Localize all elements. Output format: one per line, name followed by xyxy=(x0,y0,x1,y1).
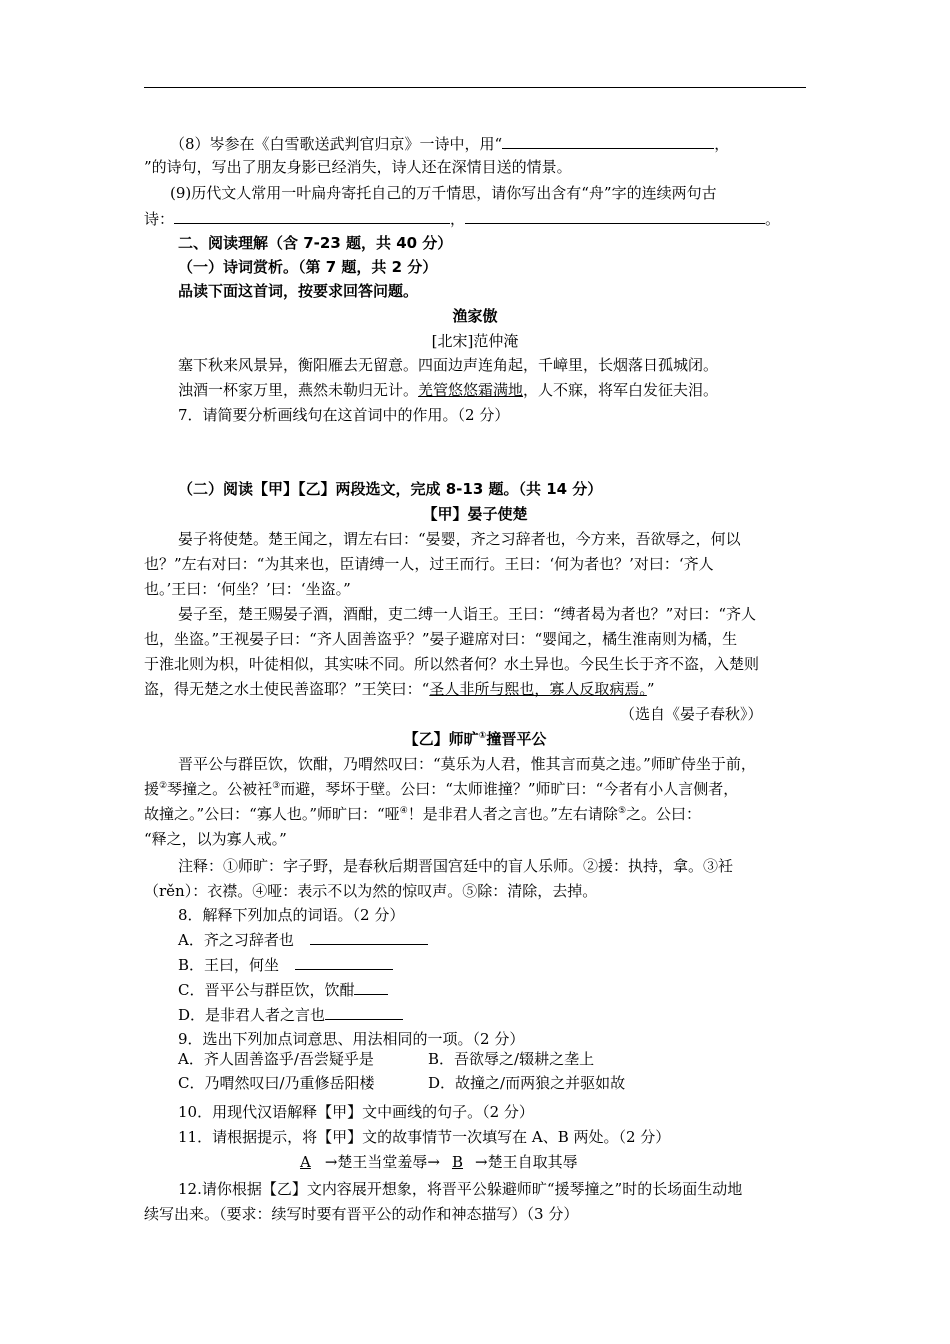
yi-line-1: 晋平公与群臣饮，饮酣，乃喟然叹曰：“莫乐为人君，惟其言而莫之违。”师旷侍坐于前， xyxy=(178,755,756,773)
q8-line2: ”的诗句，写出了朋友身影已经消失，诗人还在深情目送的情景。 xyxy=(144,158,572,176)
underlined-jia-sentence: 圣人非所与熙也，寡人反取病焉。 xyxy=(429,680,647,698)
jia-line-3: 也。’王曰：‘何坐？’曰：‘坐盗。” xyxy=(144,580,351,598)
question-12-line-2: 续写出来。（要求：续写时要有晋平公的动作和神态描写）（3 分） xyxy=(144,1205,579,1223)
q8a-answer-blank[interactable] xyxy=(310,929,428,945)
q9-answer-blank-2[interactable] xyxy=(465,208,765,224)
q9-option-a: A．齐人固善盗乎/吾尝疑乎是 xyxy=(178,1050,374,1068)
jia-line-1: 晏子将使楚。楚王闻之，谓左右曰：“晏婴，齐之习辞者也，今方来，吾欲辱之，何以 xyxy=(178,530,741,548)
yi-line-2: 援②琴撞之。公被衽③而避，琴坏于壁。公曰：“太师谁撞？”师旷曰：“今者有小人言侧者， xyxy=(144,780,739,798)
q8-answer-blank-1[interactable] xyxy=(502,133,714,149)
poem-line-2: 浊酒一杯家万里，燕然未勒归无计。羌管悠悠霜满地，人不寐，将军白发征夫泪。 xyxy=(178,381,719,399)
q11-blank-a[interactable]: A xyxy=(300,1153,311,1171)
q9-line1: (9)历代文人常用一叶扁舟寄托自己的万千情思，请你写出含有“舟”字的连续两句古 xyxy=(170,184,717,202)
notes-line-2: （rěn）：衣襟。④哑：表示不以为然的惊叹声。⑤除：清除，去掉。 xyxy=(144,882,598,900)
q8-option-d: D．是非君人者之言也 xyxy=(178,1004,403,1025)
q8d-answer-blank[interactable] xyxy=(325,1004,403,1020)
q11-blank-b[interactable]: B xyxy=(451,1153,464,1171)
jia-line-6: 于淮北则为枳，叶徒相似，其实味不同。所以然者何？水土异也。今民生长于齐不盗，入楚则 xyxy=(144,655,760,673)
jia-line-5: 也，坐盗。”王视晏子曰：“齐人固善盗乎？”晏子避席对曰：“婴闻之，橘生淮南则为橘，生 xyxy=(144,630,738,648)
poem-line-1: 塞下秋来风景异，衡阳雁去无留意。四面边声连角起，千嶂里，长烟落日孤城闭。 xyxy=(178,356,719,374)
yi-title: 【乙】师旷①撞晋平公 xyxy=(403,730,547,748)
q8-option-a: A．齐之习辞者也 xyxy=(178,929,428,950)
yi-line-4: “释之，以为寡人戒。” xyxy=(144,830,287,848)
section-2-heading: 二、阅读理解（含 7-23 题，共 40 分） xyxy=(178,234,453,252)
question-7: 7．请简要分析画线句在这首词中的作用。（2 分） xyxy=(178,406,510,424)
instruction: 品读下面这首词，按要求回答问题。 xyxy=(178,282,419,300)
section-2-2-heading: （二）阅读【甲】【乙】两段选文，完成 8-13 题。（共 14 分） xyxy=(178,480,603,498)
q9-option-c: C．乃喟然叹曰/乃重修岳阳楼 xyxy=(178,1074,375,1092)
jia-source: （选自《晏子春秋》） xyxy=(620,705,763,723)
q8-option-b: B．王曰，何坐 xyxy=(178,954,393,975)
jia-title: 【甲】晏子使楚 xyxy=(422,505,528,523)
section-2-1-heading: （一）诗词赏析。（第 7 题，共 2 分） xyxy=(178,258,438,276)
jia-line-2: 也？”左右对曰：“为其来也，臣请缚一人，过王而行。王曰：‘何为者也？’对曰：‘齐人 xyxy=(144,555,714,573)
q9-line2: 诗： ， 。 xyxy=(144,210,781,228)
q9-option-d: D．故撞之/而两狼之并驱如故 xyxy=(428,1074,626,1092)
q8-line1: （8）岑参在《白雪歌送武判官归京》一诗中，用“ ， xyxy=(170,135,730,153)
q8c-answer-blank[interactable] xyxy=(354,979,388,995)
q11-plot-flow: A →楚王当堂羞辱→ B →楚王自取其辱 xyxy=(286,1152,578,1172)
question-12-line-1: 12.请你根据【乙】文内容展开想象，将晋平公躲避师旷“援琴撞之”时的长场面生动地 xyxy=(178,1180,743,1198)
underlined-poem-line: 羌管悠悠霜满地 xyxy=(418,381,524,399)
question-8: 8．解释下列加点的词语。（2 分） xyxy=(178,906,405,924)
jia-line-4: 晏子至，楚王赐晏子酒，酒酣，吏二缚一人诣王。王曰：“缚者曷为者也？”对曰：“齐人 xyxy=(178,605,757,623)
question-11: 11．请根据提示，将【甲】文的故事情节一次填写在 A、B 两处。（2 分） xyxy=(178,1128,671,1146)
q9-answer-blank-1[interactable] xyxy=(174,208,450,224)
yi-line-3: 故撞之。”公曰：“寡人也。”师旷曰：“哑④！是非君人者之言也。”左右请除⑤之。公曰： xyxy=(144,805,702,823)
jia-line-7: 盗，得无楚之水土使民善盗耶？”王笑曰：“圣人非所与熙也，寡人反取病焉。” xyxy=(144,680,655,698)
q9-option-b: B．吾欲辱之/辍耕之垄上 xyxy=(428,1050,595,1068)
question-10: 10．用现代汉语解释【甲】文中画线的句子。（2 分） xyxy=(178,1103,534,1121)
poem-title: 渔家傲 xyxy=(452,307,498,325)
poem-author: [北宋]范仲淹 xyxy=(431,332,519,350)
header-rule xyxy=(144,87,806,88)
question-9: 9．选出下列加点词意思、用法相同的一项。（2 分） xyxy=(178,1030,525,1048)
notes-line-1: 注释：①师旷：字子野，是春秋后期晋国宫廷中的盲人乐师。②援：执持，拿。③衽 xyxy=(178,857,734,875)
q8-option-c: C．晋平公与群臣饮，饮酣 xyxy=(178,979,388,1000)
q8b-answer-blank[interactable] xyxy=(295,954,393,970)
